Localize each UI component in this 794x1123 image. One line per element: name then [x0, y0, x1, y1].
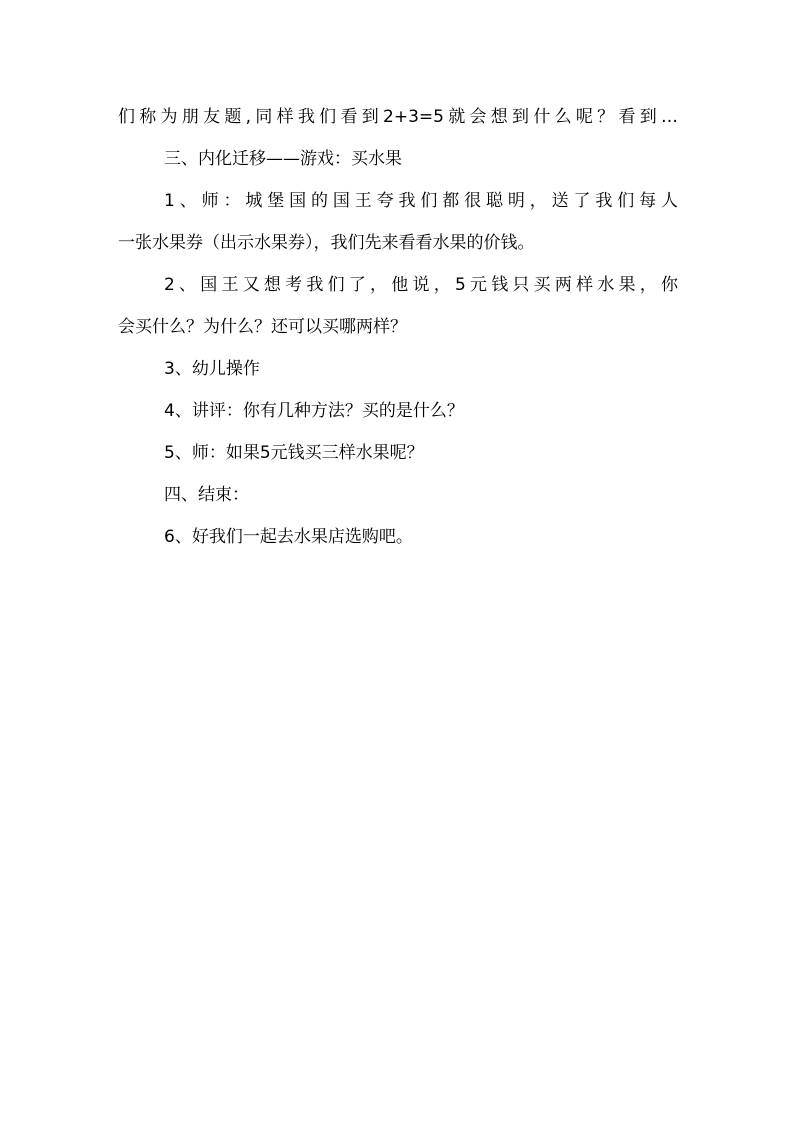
- step-4-line: 4、讲评：你有几种方法？买的是什么？: [164, 401, 464, 421]
- step-1-line-1: 1、师：城堡国的国王夸我们都很聪明，送了我们每人: [164, 191, 678, 211]
- step-3-line: 3、幼儿操作: [164, 359, 260, 379]
- step-1-line-2: 一张水果券（出示水果券），我们先来看看水果的价钱。: [118, 233, 535, 253]
- step-6-line: 6、好我们一起去水果店选购吧。: [164, 527, 413, 547]
- paragraph-line-1: 们称为朋友题,同样我们看到2+3=5就会想到什么呢？看到…: [118, 107, 678, 127]
- section-heading-3: 三、内化迁移——游戏：买水果: [164, 149, 402, 169]
- section-heading-4: 四、结束：: [164, 485, 249, 505]
- document-body: [118, 96, 678, 558]
- step-2-line-2: 会买什么？为什么？还可以买哪两样？: [118, 317, 407, 337]
- step-5-line: 5、师：如果5元钱买三样水果呢？: [164, 443, 424, 463]
- step-2-line-1: 2、国王又想考我们了，他说，5元钱只买两样水果，你: [164, 275, 678, 295]
